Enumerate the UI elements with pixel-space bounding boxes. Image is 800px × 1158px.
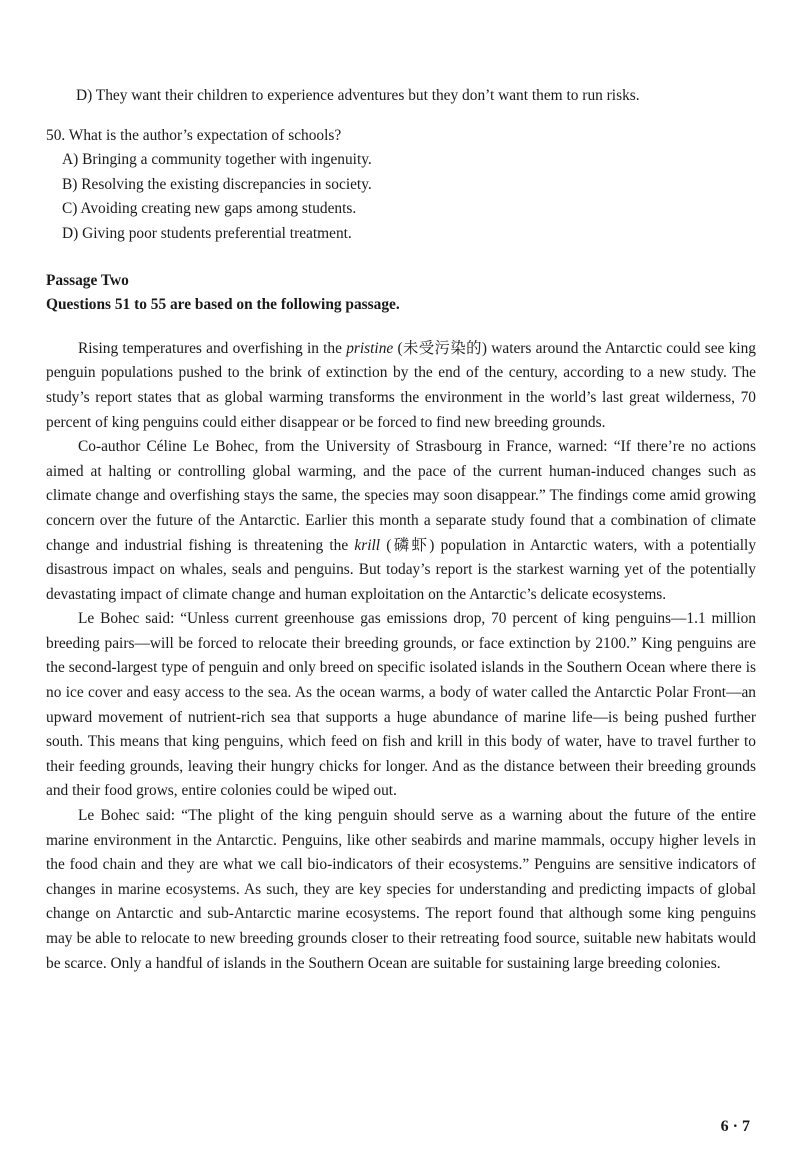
- option-d: D) Giving poor students preferential treatment.: [62, 224, 352, 242]
- question-stem: 50. What is the author’s expectation of schools?: [46, 126, 342, 144]
- paragraph-2: [46, 435, 756, 607]
- paragraph-1-text-b: waters around the Antarctic could see king penguin populations pushed to the brink of extinction by the end of the century, according to a new study. The study’s report states that as global warming transforms the environment in the world’s last great wilderness, 70 percent of king penguins could either disappear or be forced to find new breeding grounds.: [46, 339, 756, 431]
- exam-page: [46, 84, 756, 976]
- question-50: [46, 124, 756, 247]
- option-a: A) Bringing a community together with ingenuity.: [62, 151, 372, 169]
- paragraph-1-text-a: Rising temperatures and overfishing in the: [78, 339, 347, 357]
- gloss-krill: (磷虾): [380, 536, 441, 554]
- passage-title: Passage Two: [46, 271, 129, 289]
- page-number: 6 · 7: [720, 1118, 750, 1135]
- glossed-term-krill: krill: [354, 536, 381, 554]
- passage-body: [46, 337, 756, 976]
- paragraph-4: Le Bohec said: “The plight of the king penguin should serve as a warning about the future of the entire marine environment in the Antarctic. Penguins, like other seabirds and marine mammals, occupy higher levels in the food chain and they are what we call bio-indicators of their ecosystems.” Penguins are sensitive indicators of changes in marine ecosystems. As such, they are key species for understanding and predicting impacts of global change on Antarctic and sub-Antarctic marine ecosystems. The report found that although some king penguins may be able to relocate to new breeding grounds closer to their retreating food source, suitable new habitats would be scarce. Only a handful of islands in the Southern Ocean are suitable for sustaining large breeding colonies.: [46, 807, 756, 972]
- paragraph-1: [46, 337, 756, 435]
- paragraph-2-text-a: Co-author Céline Le Bohec, from the University of Strasbourg in France, warned: “If there’re no actions aimed at halting or controlling global warming, and the pace of the current human-induced changes such as climate change and overfishing stays the same, the species may soon disappear.” The findings come amid growing concern over the future of the Antarctic. Earlier this month a separate study found that a combination of climate change and industrial fishing is threatening the: [46, 438, 756, 554]
- previous-question-option-d: D) They want their children to experience adventures but they don’t want them to run risks.: [76, 87, 640, 104]
- paragraph-2-text-b: population in Antarctic waters, with a potentially disastrous impact on whales, seals and penguins. But today’s report is the starkest warning yet of the potentially devastating impact of climate change and human exploitation on the Antarctic’s delicate ecosystems.: [46, 536, 757, 603]
- gloss-pristine: (未受污染的): [393, 339, 492, 357]
- option-c: C) Avoiding creating new gaps among students.: [62, 200, 357, 218]
- paragraph-3: Le Bohec said: “Unless current greenhouse gas emissions drop, 70 percent of king penguins—1.1 million breeding pairs—will be forced to relocate their breeding grounds, or face extinction by 2100.” King penguins are the second-largest type of penguin and only breed on specific isolated islands in the Southern Ocean where there is no ice cover and easy access to the sea. As the ocean warms, a body of water called the Antarctic Polar Front—an upward movement of nutrient-rich sea that supports a huge abundance of marine life—is being pushed further south. This means that king penguins, which feed on fish and krill in this body of water, have to travel further to their feeding grounds, leaving their hungry chicks for longer. And as the distance between their breeding grounds and their food grows, entire colonies could be wiped out.: [46, 610, 756, 800]
- glossed-term-pristine: pristine: [346, 339, 394, 357]
- option-b: B) Resolving the existing discrepancies in society.: [62, 175, 372, 193]
- passage-instruction: Questions 51 to 55 are based on the following passage.: [46, 296, 400, 314]
- passage-header: [46, 269, 756, 318]
